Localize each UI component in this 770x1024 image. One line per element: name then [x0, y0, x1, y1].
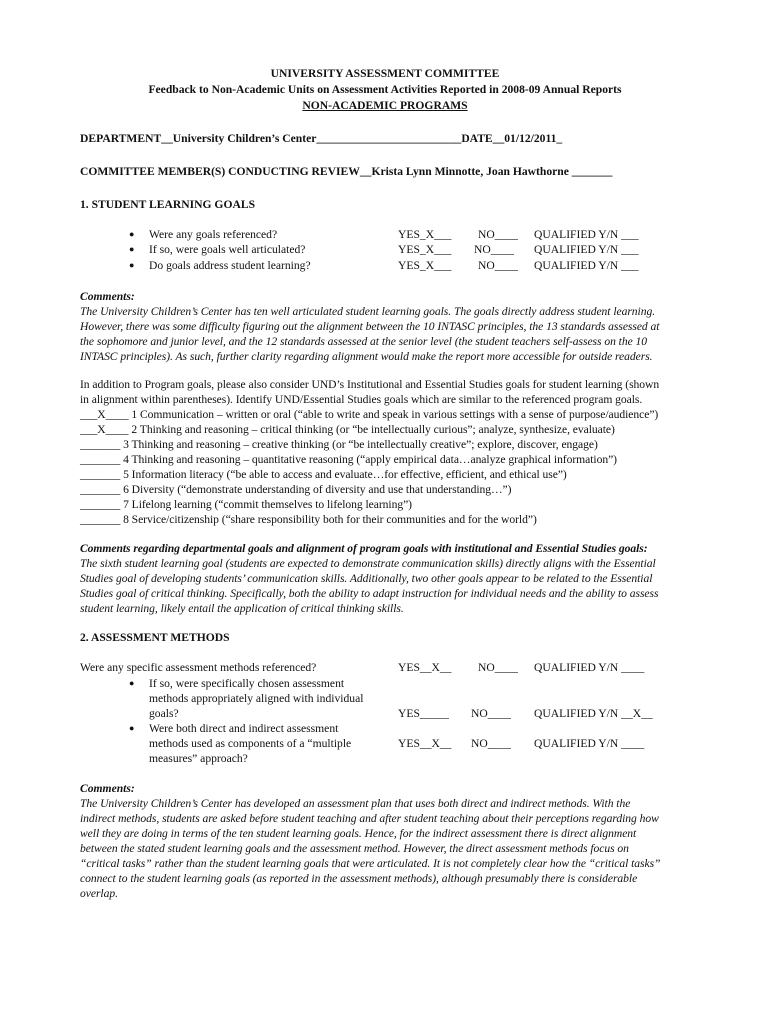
no-field: NO____ [478, 228, 518, 241]
intro-line: In addition to Program goals, please also consider UND’s Institutional and Essential Studies goals for student learning (shown [80, 378, 660, 391]
goals-comment-line: Studies goal of developing students’ communication skills. Additionally, two other goals appear to be related to the Essential [80, 572, 653, 585]
goals-comment-line: The sixth student learning goal (students are expected to demonstrate communication skills) directly aligns with the Essential [80, 557, 656, 570]
yes-field: YES_X___ [398, 228, 452, 241]
comment-line: the sophomore and junior level, and the 12 standards assessed at the senior level (the student teachers self-assess on the 10 [80, 335, 648, 348]
no-field: NO____ [474, 243, 514, 256]
question-goals-address-learning: Do goals address student learning? [149, 259, 311, 272]
yes-field: YES_X___ [398, 243, 452, 256]
intro-line: in alignment within parentheses). Identify UND/Essential Studies goals which are similar to the referenced program goals. [80, 393, 643, 406]
goals-comment-line: Studies goal of critical thinking. Specifically, both the ability to adapt instruction for individual needs and the ability to assess [80, 587, 659, 600]
goal-item-quantitative-reasoning: _______ 4 Thinking and reasoning – quantitative reasoning (“apply empirical data…analyze graphical information”) [80, 453, 617, 466]
question-goals-articulated: If so, were goals well articulated? [149, 243, 306, 256]
qualified-field: QUALIFIED Y/N ____ [534, 737, 645, 750]
goals-comments-label: Comments regarding departmental goals and alignment of program goals with institutional and Essential Studies goals: [80, 542, 648, 555]
goal-item-critical-thinking: ___X____ 2 Thinking and reasoning – critical thinking (or “be intellectually curious”; analyze, synthesize, evaluate) [80, 423, 615, 436]
question-direct-indirect-line: methods used as components of a “multiple [149, 737, 352, 750]
goal-item-lifelong-learning: _______ 7 Lifelong learning (“commit themselves to lifelong learning”) [80, 498, 412, 511]
no-field: NO____ [471, 707, 511, 720]
document-subtitle: Feedback to Non-Academic Units on Assessment Activities Reported in 2008-09 Annual Reports [148, 83, 622, 96]
methods-comment-line: “critical tasks” rather than the student learning goals that were articulated. It is not completely clear how the “critical tasks” [80, 857, 661, 870]
bullet-icon: ● [129, 244, 135, 254]
qualified-field: QUALIFIED Y/N __X__ [534, 707, 653, 720]
goal-item-service-citizenship: _______ 8 Service/citizenship (“share responsibility both for their communities and for the world”) [80, 513, 537, 526]
program-type [0, 98, 770, 113]
comments-label: Comments: [80, 290, 135, 303]
yes-field: YES__X__ [398, 661, 452, 674]
bullet-icon: ● [129, 229, 135, 239]
no-field: NO____ [478, 259, 518, 272]
comment-line: However, there was some difficulty figuring out the alignment between the 10 INTASC principles, the 13 standards assessed at [80, 320, 660, 333]
methods-comment-line: indirect methods, students are asked before student teaching and after student teaching about their perceptions regarding how [80, 812, 659, 825]
bullet-icon: ● [129, 723, 135, 733]
committee-line: COMMITTEE MEMBER(S) CONDUCTING REVIEW__Krista Lynn Minnotte, Joan Hawthorne _______ [80, 165, 613, 178]
qualified-field: QUALIFIED Y/N ___ [534, 228, 639, 241]
question-methods-aligned-line: If so, were specifically chosen assessment [149, 677, 345, 690]
goal-item-creative-thinking: _______ 3 Thinking and reasoning – creative thinking (or “be intellectually creative”; explore, discover, engage) [80, 438, 598, 451]
section1-heading: 1. STUDENT LEARNING GOALS [80, 198, 256, 211]
section2-heading: 2. ASSESSMENT METHODS [80, 631, 230, 644]
question-methods-aligned-line: methods appropriately aligned with individual [149, 692, 364, 705]
document-title: UNIVERSITY ASSESSMENT COMMITTEE [270, 67, 500, 80]
methods-comment-line: overlap. [80, 887, 118, 900]
bullet-icon: ● [129, 260, 135, 270]
goal-item-communication: ___X____ 1 Communication – written or oral (“able to write and speak in various settings with a sense of purpose/audience”) [80, 408, 659, 421]
comment-line: The University Children’s Center has ten well articulated student learning goals. The goals directly address student learning. [80, 305, 656, 318]
yes-field: YES__X__ [398, 737, 452, 750]
yes-field: YES_____ [398, 707, 449, 720]
question-goals-referenced: Were any goals referenced? [149, 228, 278, 241]
question-methods-aligned-line: goals? [149, 707, 179, 720]
no-field: NO____ [478, 661, 518, 674]
goal-item-information-literacy: _______ 5 Information literacy (“be able to access and evaluate…for effective, efficient, and ethical use”) [80, 468, 567, 481]
methods-comment-line: connect to the student learning goals (as reported in the assessment methods), although presumably there is considerable [80, 872, 638, 885]
goal-item-diversity: _______ 6 Diversity (“demonstrate understanding of diversity and use that understanding…”) [80, 483, 512, 496]
no-field: NO____ [471, 737, 511, 750]
question-methods-referenced: Were any specific assessment methods referenced? [80, 661, 317, 674]
qualified-field: QUALIFIED Y/N ___ [534, 243, 639, 256]
department-line: DEPARTMENT__University Children’s Center_________________________DATE__01/12/2011_ [80, 132, 563, 145]
question-direct-indirect-line: measures” approach? [149, 752, 248, 765]
bullet-icon: ● [129, 678, 135, 688]
question-direct-indirect-line: Were both direct and indirect assessment [149, 722, 339, 735]
qualified-field: QUALIFIED Y/N ____ [534, 661, 645, 674]
comment-line: INTASC principles). As such, further clarity regarding alignment would make the report more accessible for outside readers. [80, 350, 653, 363]
yes-field: YES_X___ [398, 259, 452, 272]
methods-comment-line: The University Children’s Center has developed an assessment plan that uses both direct and indirect methods. With the [80, 797, 631, 810]
comments-label: Comments: [80, 782, 135, 795]
qualified-field: QUALIFIED Y/N ___ [534, 259, 639, 272]
program-type-text: NON-ACADEMIC PROGRAMS [302, 99, 468, 112]
goals-comment-line: student learning, likely entail the application of critical thinking skills. [80, 602, 404, 615]
methods-comment-line: between the stated student learning goals and the assessment method. However, the direct assessment methods focus on [80, 842, 629, 855]
methods-comment-line: well they are doing in terms of the ten student learning goals. Hence, for the indirect assessment there is direct alignment [80, 827, 637, 840]
